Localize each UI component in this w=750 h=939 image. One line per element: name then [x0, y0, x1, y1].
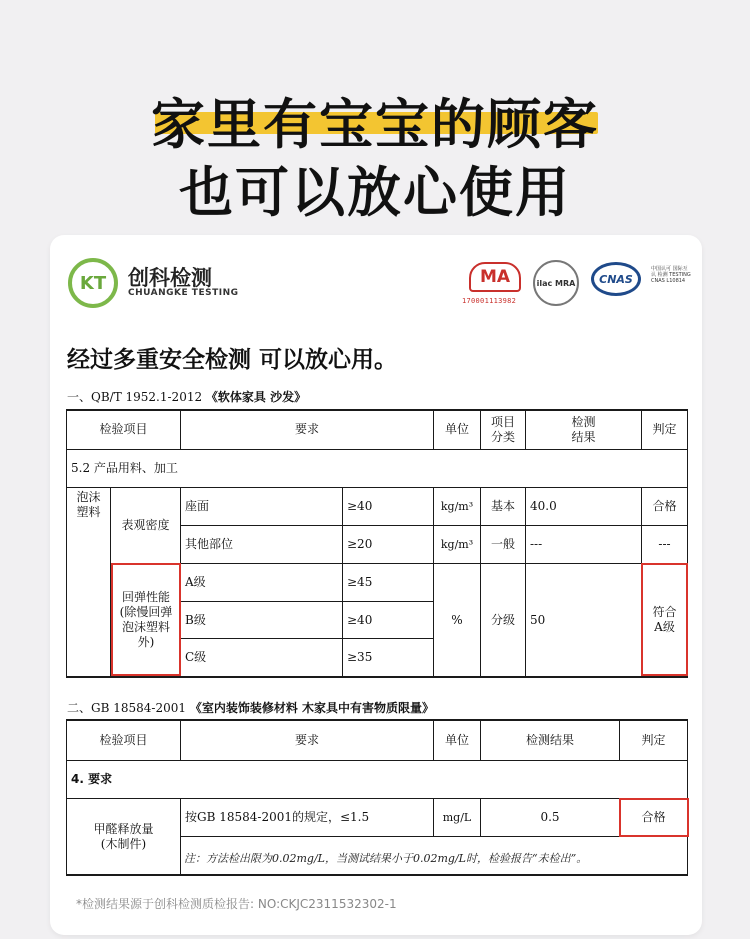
report-source-footnote: *检测结果源于创科检测质检报告: NO:CKJC2311532302-1 [76, 897, 397, 911]
cma-cert-icon: MA [469, 262, 521, 292]
ilac-mra-icon: ilac MRA [533, 260, 579, 306]
section2-title-standard: 《室内装饰装修材料 木家具中有害物质限量》 [189, 701, 434, 715]
s2-unit: mg/L [442, 811, 472, 824]
brand-name-en: CHUANGKE TESTING [128, 288, 239, 298]
highlight-box-resilience [111, 563, 181, 676]
s1-header-item: 检验项目 [99, 422, 148, 436]
s1-header-result: 检测 结果 [571, 414, 596, 444]
s1-row-sub: 其他部位 [185, 537, 234, 551]
s2-subheading: 4. 要求 [71, 772, 113, 786]
cma-cert-number: 170001113982 [462, 297, 517, 305]
s2-note: 注：方法检出限为0.02mg/L，当测试结果小于0.02mg/L时，检验报告“未检出”。 [184, 852, 588, 865]
report-heading: 经过多重安全检测 可以放心用。 [67, 347, 398, 373]
s1-row-verdict: 符合 A级 [652, 605, 677, 634]
cnas-cert-icon: CNAS [591, 262, 641, 296]
hero-title-line2: 也可以放心使用 [179, 161, 571, 224]
s1-row-unit: kg/m³ [440, 500, 474, 513]
hero-title-line1: 家里有宝宝的顾客 [151, 93, 599, 156]
section1-title-standard: 《软体家具 沙发》 [205, 390, 307, 404]
s1-row-unit: kg/m³ [440, 538, 474, 551]
s1-header-class: 项目 分类 [490, 414, 515, 444]
s1-row-sub: C级 [185, 650, 207, 664]
highlight-box-verdict [641, 563, 688, 676]
s1-header-verdict: 判定 [652, 422, 677, 436]
hero-banner [0, 0, 750, 235]
s1-row-class: 一般 [490, 537, 515, 551]
s1-row-verdict: --- [658, 537, 671, 551]
s1-row-req: ≥45 [347, 575, 373, 589]
s1-row-sub: B级 [185, 612, 206, 627]
s1-row-unit: % [451, 612, 463, 627]
chuangke-logo-icon: KT [68, 258, 118, 308]
s1-header-requirement: 要求 [294, 422, 319, 436]
section1-title-prefix: 一、QB/T 1952.1-2012 [67, 390, 206, 404]
s1-item-resilience: 回弹性能 (除慢回弹 泡沫塑料 外) [119, 590, 173, 649]
s1-item-density: 表观密度 [121, 518, 170, 532]
s2-item-formaldehyde: 甲醛释放量 (木制件) [93, 821, 154, 851]
s1-row-req: ≥40 [347, 499, 373, 513]
s1-row-req: ≥20 [347, 537, 373, 551]
s2-header-requirement: 要求 [294, 733, 319, 747]
s2-header-result: 检测结果 [525, 733, 574, 747]
section2-title-prefix: 二、GB 18584-2001 [67, 701, 190, 715]
section2-title [67, 699, 434, 716]
s1-row-result: 40.0 [530, 499, 557, 513]
s1-row-req: ≥40 [347, 612, 373, 627]
s1-row-req: ≥35 [347, 650, 373, 664]
s2-result: 0.5 [540, 810, 560, 824]
highlight-box-s2-verdict [619, 798, 689, 837]
s2-header-item: 检验项目 [99, 733, 148, 747]
s1-row-class: 基本 [490, 499, 515, 513]
s1-row-result: --- [530, 537, 543, 551]
s2-header-unit: 单位 [444, 733, 469, 747]
s1-row-class: 分级 [490, 612, 515, 627]
s2-header-verdict: 判定 [641, 733, 666, 747]
brand-name: 创科检测 [128, 266, 212, 290]
s1-header-unit: 单位 [444, 422, 469, 436]
section1-title [67, 388, 306, 405]
s1-row-sub: A级 [185, 575, 206, 589]
s1-row-verdict: 合格 [652, 499, 677, 513]
cnas-cert-caption: 中国认可 国际互认 检测 TESTING CNAS L10814 [651, 266, 691, 284]
s2-verdict: 合格 [641, 810, 666, 824]
s1-subheading: 5.2 产品用料、加工 [71, 461, 178, 475]
s2-requirement: 按GB 18584-2001的规定，≤1.5 [185, 810, 370, 824]
s1-row-result: 50 [530, 612, 546, 627]
s1-row-sub: 座面 [185, 499, 210, 513]
s1-group-label: 泡沫 塑料 [76, 490, 101, 519]
